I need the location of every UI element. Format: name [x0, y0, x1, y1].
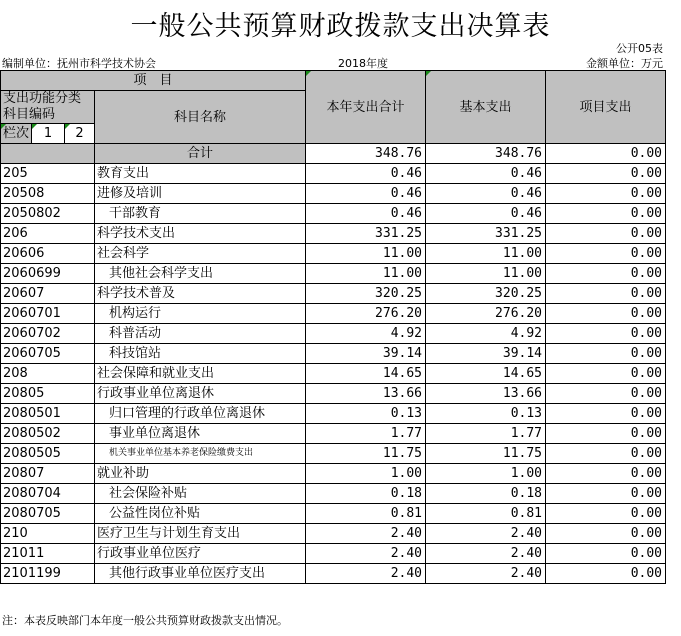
- row-total: 320.25: [306, 284, 426, 304]
- row-name: 事业单位离退休: [95, 424, 306, 444]
- row-code: 210: [1, 524, 95, 544]
- row-total: 11.00: [306, 244, 426, 264]
- row-total: 1.00: [306, 464, 426, 484]
- row-name: 进修及培训: [95, 184, 306, 204]
- col-number-2: 2: [65, 124, 95, 144]
- row-basic: 11.75: [426, 444, 546, 464]
- table-row: [1, 324, 666, 344]
- row-project: 0.00: [546, 364, 666, 384]
- row-basic: 1.00: [426, 464, 546, 484]
- header-name-label: 科目名称: [95, 91, 306, 144]
- row-name: 行政事业单位离退休: [95, 384, 306, 404]
- table-row: [1, 504, 666, 524]
- row-name: 机构运行: [95, 304, 306, 324]
- row-project: 0.00: [546, 384, 666, 404]
- row-total: 0.46: [306, 184, 426, 204]
- row-basic: 2.40: [426, 524, 546, 544]
- table-note: 注：本表反映部门本年度一般公共预算财政拨款支出情况。: [2, 614, 288, 627]
- row-basic: 39.14: [426, 344, 546, 364]
- table-row: [1, 164, 666, 184]
- header-col-total: 本年支出合计: [306, 71, 426, 144]
- row-project: 0.00: [546, 184, 666, 204]
- row-project: 0.00: [546, 464, 666, 484]
- row-name: 科技馆站: [95, 344, 306, 364]
- table-row: [1, 384, 666, 404]
- fiscal-year: 2018年度: [338, 57, 388, 70]
- row-basic: 2.40: [426, 544, 546, 564]
- table-row: [1, 184, 666, 204]
- row-project: 0.00: [546, 424, 666, 444]
- col-number-1: 1: [32, 124, 65, 144]
- table-row: [1, 284, 666, 304]
- row-code: 20805: [1, 384, 95, 404]
- row-total: 39.14: [306, 344, 426, 364]
- row-basic: 0.46: [426, 204, 546, 224]
- row-code: 2060702: [1, 324, 95, 344]
- row-project: 0.00: [546, 264, 666, 284]
- row-name: 公益性岗位补贴: [95, 504, 306, 524]
- row-basic: 331.25: [426, 224, 546, 244]
- row-name: 归口管理的行政单位离退休: [95, 404, 306, 424]
- row-name: 社会保险补贴: [95, 484, 306, 504]
- row-code: 20807: [1, 464, 95, 484]
- header-row-project: [1, 71, 666, 91]
- row-total: 11.75: [306, 444, 426, 464]
- row-project: 0.00: [546, 524, 666, 544]
- row-project: 0.00: [546, 344, 666, 364]
- row-basic: 1.77: [426, 424, 546, 444]
- row-total: 0.81: [306, 504, 426, 524]
- row-project: 0.00: [546, 324, 666, 344]
- row-name: 行政事业单位医疗: [95, 544, 306, 564]
- row-project: 0.00: [546, 484, 666, 504]
- table-row: [1, 464, 666, 484]
- row-project: 0.00: [546, 564, 666, 584]
- row-basic: 11.00: [426, 244, 546, 264]
- row-total: 2.40: [306, 564, 426, 584]
- row-total: 331.25: [306, 224, 426, 244]
- table-row: [1, 344, 666, 364]
- row-basic: 0.81: [426, 504, 546, 524]
- row-name: 社会保障和就业支出: [95, 364, 306, 384]
- row-total: 0.46: [306, 204, 426, 224]
- row-basic: 4.92: [426, 324, 546, 344]
- row-code: 2080501: [1, 404, 95, 424]
- row-total: 4.92: [306, 324, 426, 344]
- row-code: 2080705: [1, 504, 95, 524]
- row-name: 科学技术普及: [95, 284, 306, 304]
- row-total: 14.65: [306, 364, 426, 384]
- table-row: [1, 224, 666, 244]
- row-name: 其他社会科学支出: [95, 264, 306, 284]
- row-name: 医疗卫生与计划生育支出: [95, 524, 306, 544]
- row-basic: 11.00: [426, 264, 546, 284]
- row-code: 20606: [1, 244, 95, 264]
- row-code: 2080704: [1, 484, 95, 504]
- row-project: 0.00: [546, 164, 666, 184]
- total-sum: 348.76: [306, 144, 426, 164]
- row-basic: 320.25: [426, 284, 546, 304]
- row-code: 2080502: [1, 424, 95, 444]
- row-project: 0.00: [546, 504, 666, 524]
- row-basic: 0.46: [426, 164, 546, 184]
- row-basic: 0.46: [426, 184, 546, 204]
- table-row: [1, 444, 666, 464]
- row-project: 0.00: [546, 404, 666, 424]
- row-code: 208: [1, 364, 95, 384]
- table-row: [1, 364, 666, 384]
- table-row: [1, 424, 666, 444]
- row-total: 1.77: [306, 424, 426, 444]
- row-code: 21011: [1, 544, 95, 564]
- form-number: 公开05表: [616, 42, 663, 55]
- header-code-label: 支出功能分类科目编码: [1, 91, 95, 124]
- row-total: 0.18: [306, 484, 426, 504]
- table-row: [1, 204, 666, 224]
- table-row: [1, 304, 666, 324]
- row-total: 2.40: [306, 524, 426, 544]
- report-title: 一般公共预算财政拨款支出决算表: [130, 11, 551, 42]
- row-name: 社会科学: [95, 244, 306, 264]
- row-project: 0.00: [546, 284, 666, 304]
- row-project: 0.00: [546, 304, 666, 324]
- total-project: 0.00: [546, 144, 666, 164]
- header-col-project: 项目支出: [546, 71, 666, 144]
- expenditure-table: [0, 70, 666, 584]
- total-row: [1, 144, 666, 164]
- row-project: 0.00: [546, 224, 666, 244]
- header-lanci: 栏次: [1, 124, 32, 144]
- row-project: 0.00: [546, 244, 666, 264]
- total-basic: 348.76: [426, 144, 546, 164]
- row-name: 教育支出: [95, 164, 306, 184]
- row-basic: 276.20: [426, 304, 546, 324]
- row-total: 2.40: [306, 544, 426, 564]
- row-basic: 14.65: [426, 364, 546, 384]
- compiling-unit: 编制单位：抚州市科学技术协会: [2, 57, 156, 70]
- row-total: 0.13: [306, 404, 426, 424]
- row-project: 0.00: [546, 544, 666, 564]
- row-code: 20508: [1, 184, 95, 204]
- row-code: 2060701: [1, 304, 95, 324]
- row-name: 其他行政事业单位医疗支出: [95, 564, 306, 584]
- row-name: 机关事业单位基本养老保险缴费支出: [95, 444, 306, 464]
- row-name: 干部教育: [95, 204, 306, 224]
- row-total: 0.46: [306, 164, 426, 184]
- row-name: 科学技术支出: [95, 224, 306, 244]
- table-row: [1, 264, 666, 284]
- table-row: [1, 544, 666, 564]
- table-row: [1, 404, 666, 424]
- row-basic: 2.40: [426, 564, 546, 584]
- row-basic: 0.13: [426, 404, 546, 424]
- row-name: 就业补助: [95, 464, 306, 484]
- total-label: 合计: [95, 144, 306, 164]
- row-code: 205: [1, 164, 95, 184]
- row-project: 0.00: [546, 444, 666, 464]
- row-code: 2060705: [1, 344, 95, 364]
- row-code: 206: [1, 224, 95, 244]
- row-total: 13.66: [306, 384, 426, 404]
- row-name: 科普活动: [95, 324, 306, 344]
- header-project: 项 目: [1, 71, 306, 91]
- row-code: 2050802: [1, 204, 95, 224]
- row-basic: 0.18: [426, 484, 546, 504]
- table-row: [1, 524, 666, 544]
- row-basic: 13.66: [426, 384, 546, 404]
- row-total: 276.20: [306, 304, 426, 324]
- table-row: [1, 244, 666, 264]
- header-col-basic: 基本支出: [426, 71, 546, 144]
- money-unit: 金额单位：万元: [586, 57, 663, 70]
- row-total: 11.00: [306, 264, 426, 284]
- row-code: 2080505: [1, 444, 95, 464]
- row-code: 2101199: [1, 564, 95, 584]
- table-row: [1, 484, 666, 504]
- table-row: [1, 564, 666, 584]
- row-code: 2060699: [1, 264, 95, 284]
- row-code: 20607: [1, 284, 95, 304]
- row-project: 0.00: [546, 204, 666, 224]
